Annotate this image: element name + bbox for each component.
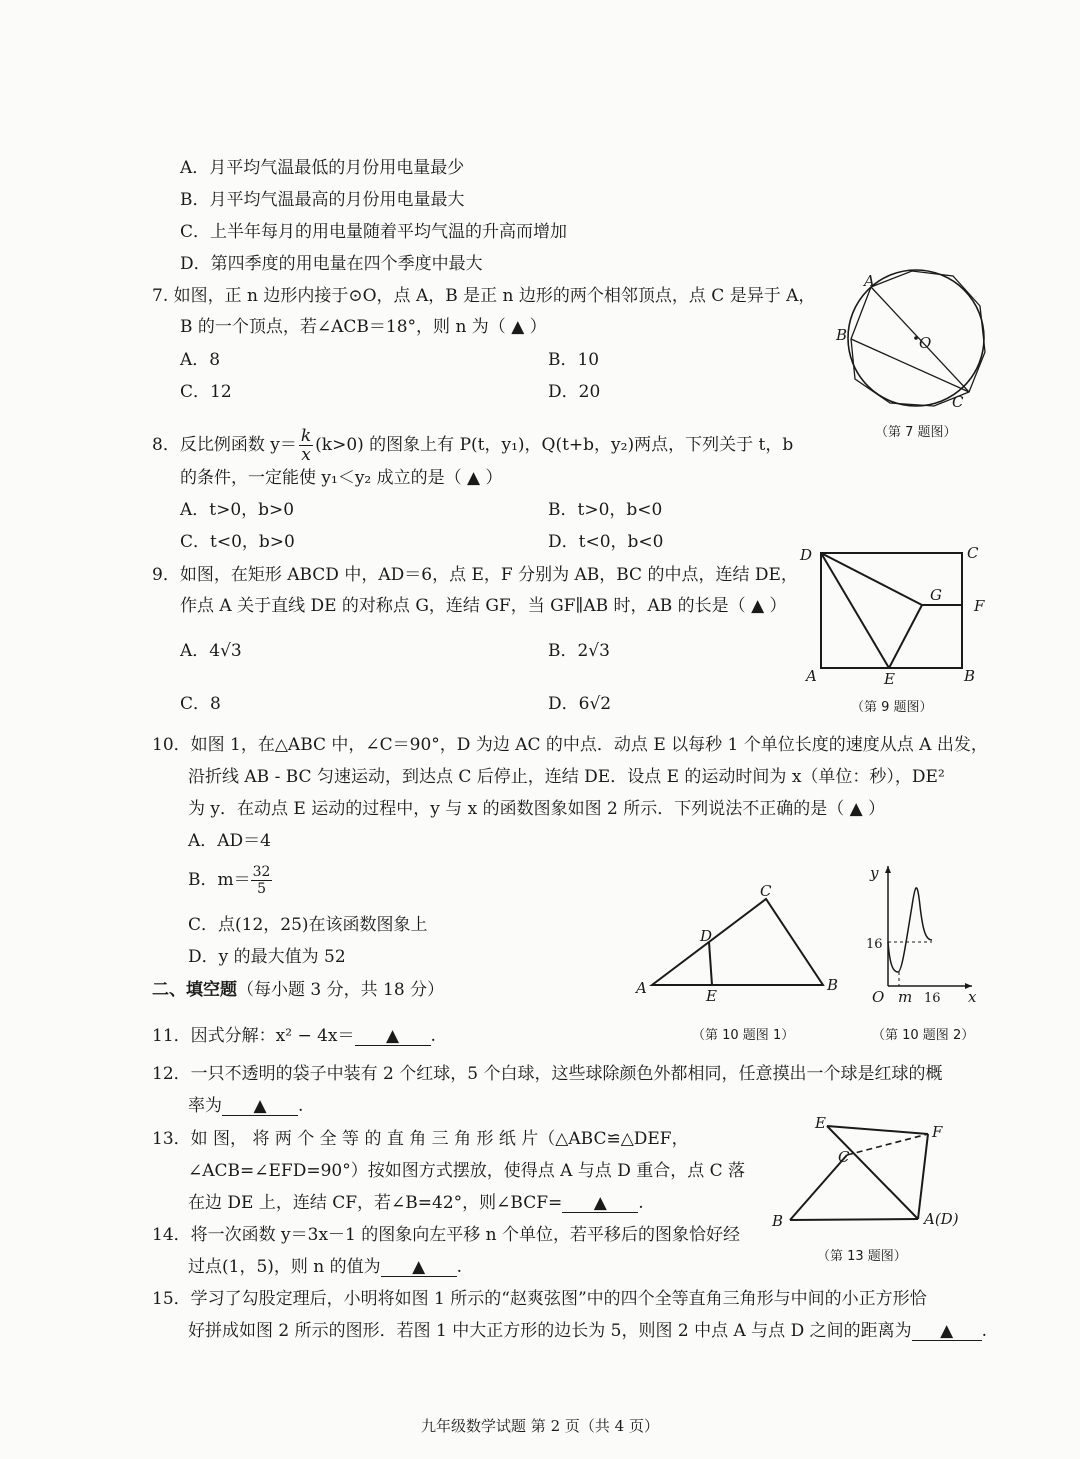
q13-figure (768, 1110, 973, 1240)
q14-stem-line1: 14．将一次函数 y＝3x－1 的图象向左平移 n 个单位，若平移后的图象恰好经 (152, 1225, 741, 1245)
q13-label-c: C (838, 1148, 850, 1166)
q10-option-b-denominator: 5 (257, 881, 266, 897)
q10-option-b-prefix: B．m＝ (188, 870, 251, 890)
q8-fraction-numerator: k (300, 426, 312, 446)
q9-label-b: B (964, 667, 976, 685)
q7-label-o: O (919, 334, 932, 352)
q10-option-a: A．AD＝4 (188, 831, 271, 851)
q7-label-a: A (864, 272, 875, 290)
q7-option-c: C．12 (180, 382, 232, 402)
q15-answer-blank[interactable]: ▲ (912, 1322, 982, 1341)
q8-stem-line2: 的条件，一定能使 y₁＜y₂ 成立的是（ ▲ ） (180, 468, 503, 488)
q13-label-e: E (815, 1114, 826, 1132)
q8-option-d: D．t<0，b<0 (548, 532, 664, 552)
q13-stem-line2: ∠ACB=∠EFD=90°）按如图方式摆放，使得点 A 与点 D 重合，点 C 落 (188, 1161, 746, 1181)
q10-fig2-label-x16: 16 (924, 991, 941, 1006)
q13-end: . (638, 1193, 644, 1213)
q14-line2 (188, 1256, 462, 1278)
q12-line2 (188, 1095, 303, 1117)
q10-option-d: D．y 的最大值为 52 (188, 947, 346, 967)
q10-stem-line2: 沿折线 AB - BC 匀速运动，到达点 C 后停止，连结 DE．设点 E 的运动时间为 x（单位：秒），DE² (188, 767, 945, 787)
q8-option-c: C．t<0，b>0 (180, 532, 295, 552)
q9-option-a: A．4√3 (180, 641, 242, 661)
q13-label-f: F (932, 1123, 943, 1141)
q9-label-f: F (974, 597, 985, 615)
q9-option-c: C．8 (180, 694, 221, 714)
section-2-title: 二、填空题 (152, 980, 237, 1000)
q15-end: . (981, 1321, 988, 1341)
q6-option-a: A．月平均气温最低的月份用电量最少 (180, 158, 465, 178)
q12-stem-line1: 12．一只不透明的袋子中装有 2 个红球，5 个白球，这些球除颜色外都相同，任意摸出一个球是红球的概 (152, 1064, 943, 1084)
q8-fraction-denominator: x (301, 445, 311, 465)
section-2-note: （每小题 3 分，共 18 分） (237, 980, 445, 1000)
q12-end: . (298, 1096, 304, 1116)
q7-option-a: A．8 (180, 350, 221, 370)
q13-label-b: B (772, 1212, 784, 1230)
q13-stem-line1: 13．如 图， 将 两 个 全 等 的 直 角 三 角 形 纸 片（△ABC≌△DEF， (152, 1129, 689, 1149)
q10-stem-line1: 10．如图 1，在△ABC 中，∠C＝90°，D 为边 AC 的中点．动点 E 以每秒 1 个单位长度的速度从点 A 出发， (152, 735, 988, 755)
q8-stem-suffix: (k>0) 的图象上有 P(t，y₁)，Q(t+b，y₂)两点，下列关于 t，b (315, 435, 794, 455)
q10-caption-1: （第 10 题图 1） (692, 1028, 795, 1043)
q14-text: 过点(1，5)，则 n 的值为 (188, 1257, 381, 1277)
q13-label-ad: A(D) (924, 1210, 959, 1228)
q10-figure-2 (862, 836, 987, 1008)
q8-fraction (299, 427, 313, 464)
q13-caption: （第 13 题图） (817, 1249, 907, 1264)
q10-fig2-label-y: y (870, 864, 879, 882)
q10-fig2-label-o: O (872, 988, 885, 1006)
q13-text: 在边 DE 上，连结 CF，若∠B=42°，则∠BCF= (188, 1193, 563, 1213)
q12-answer-blank[interactable]: ▲ (222, 1097, 298, 1116)
q14-end: . (456, 1257, 463, 1277)
q7-label-c: C (952, 393, 964, 411)
q10-stem-line3: 为 y．在动点 E 运动的过程中，y 与 x 的函数图象如图 2 所示．下列说法不正确的是（ ▲ ） (188, 799, 886, 819)
q11-end: . (430, 1026, 436, 1046)
q8-stem-prefix: 8．反比例函数 y＝ (152, 435, 297, 455)
q10-option-b (188, 864, 272, 897)
q10-figure-1 (630, 880, 845, 1005)
q9-stem-line2: 作点 A 关于直线 DE 的对称点 G，连结 GF，当 GF∥AB 时，AB 的长是（ ▲ ） (180, 596, 787, 616)
q10-option-b-numerator: 32 (252, 864, 271, 880)
q9-label-a: A (806, 667, 817, 685)
q15-stem-line1: 15．学习了勾股定理后，小明将如图 1 所示的“赵爽弦图”中的四个全等直角三角形与中间的小正方形恰 (152, 1289, 927, 1309)
q11-text: 11．因式分解：x² − 4x＝ (152, 1026, 355, 1046)
q7-label-b: B (836, 326, 848, 344)
q8-option-b: B．t>0，b<0 (548, 500, 663, 520)
q9-figure (798, 540, 998, 690)
q9-stem-line1: 9．如图，在矩形 ABCD 中，AD＝6，点 E，F 分别为 AB，BC 的中点，连结 DE， (152, 565, 798, 585)
q10-fig2-label-m: m (898, 988, 913, 1006)
q10-caption-2: （第 10 题图 2） (872, 1028, 975, 1043)
q7-stem-line2: B 的一个顶点，若∠ACB＝18°，则 n 为（ ▲ ） (180, 317, 547, 337)
q7-figure (830, 270, 1000, 420)
section-2-heading (152, 979, 444, 1001)
q10-fig1-label-c: C (760, 882, 772, 900)
q14-answer-blank[interactable]: ▲ (381, 1258, 457, 1277)
q10-fig1-label-d: D (700, 927, 713, 945)
q10-fig1-label-e: E (706, 987, 717, 1005)
q15-line2 (188, 1320, 987, 1342)
q13-line3 (188, 1192, 644, 1214)
q10-option-b-fraction (251, 864, 273, 897)
q8-option-a: A．t>0，b>0 (180, 500, 295, 520)
q9-label-c: C (967, 544, 979, 562)
q10-fig1-label-b: B (827, 976, 839, 994)
q7-stem-line1: 7. 如图，正 n 边形内接于⊙O，点 A，B 是正 n 边形的两个相邻顶点，点 C 是异于 A， (152, 286, 816, 306)
q6-option-c: C．上半年每月的用电量随着平均气温的升高而增加 (180, 222, 568, 242)
q7-option-b: B．10 (548, 350, 600, 370)
q8-stem-line1 (152, 427, 793, 464)
q9-option-b: B．2√3 (548, 641, 610, 661)
q9-label-g: G (930, 586, 942, 604)
q15-text: 好拼成如图 2 所示的图形．若图 1 中大正方形的边长为 5，则图 2 中点 A 与点 D 之间的距离为 (188, 1321, 912, 1341)
q10-fig1-label-a: A (636, 979, 647, 997)
q6-option-d: D．第四季度的用电量在四个季度中最大 (180, 254, 483, 274)
q9-label-e: E (884, 670, 895, 688)
q9-label-d: D (800, 546, 813, 564)
q7-option-d: D．20 (548, 382, 601, 402)
q7-caption: （第 7 题图） (875, 425, 957, 440)
page-footer: 九年级数学试题 第 2 页（共 4 页） (421, 1417, 659, 1435)
q9-caption: （第 9 题图） (851, 700, 933, 715)
q9-option-d: D．6√2 (548, 694, 612, 714)
q11-answer-blank[interactable]: ▲ (355, 1027, 431, 1046)
q12-text: 率为 (188, 1096, 222, 1116)
q10-option-c: C．点(12，25)在该函数图象上 (188, 915, 428, 935)
q11-line (152, 1025, 436, 1047)
q10-fig2-label-y16: 16 (866, 937, 883, 952)
q6-option-b: B．月平均气温最高的月份用电量最大 (180, 190, 465, 210)
q13-answer-blank[interactable]: ▲ (562, 1194, 638, 1213)
q10-fig2-label-x: x (968, 988, 977, 1006)
